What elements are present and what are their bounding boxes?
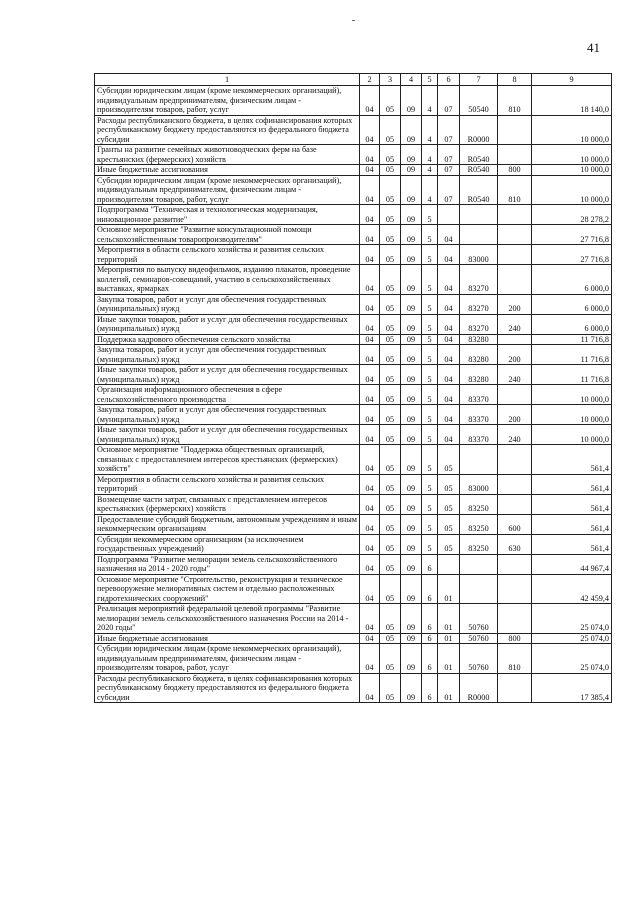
code-cell: 04: [360, 474, 380, 494]
code-cell: 810: [498, 86, 532, 116]
code-cell: 810: [498, 175, 532, 205]
code-cell: 04: [360, 365, 380, 385]
budget-table: [94, 73, 612, 703]
code-cell: 5: [422, 474, 438, 494]
code-cell: 09: [401, 405, 422, 425]
code-cell: 09: [401, 633, 422, 644]
row-name: Предоставление субсидий бюджетным, автономным учреждениям и иным некоммерческим организациям: [95, 514, 360, 534]
code-cell: 09: [401, 425, 422, 445]
amount-cell: 44 967,4: [532, 554, 612, 574]
row-name: Подпрограмма "Развитие мелиорации земель сельскохозяйственного назначения на 2014 - 2020 годы": [95, 554, 360, 574]
code-cell: 07: [438, 175, 460, 205]
code-cell: 6: [422, 644, 438, 674]
row-name: Расходы республиканского бюджета, в целях софинансирования которых республиканскому бюджету предоставляются из федерального бюджета субсидии: [95, 115, 360, 145]
amount-cell: 6 000,0: [532, 314, 612, 334]
code-cell: 5: [422, 334, 438, 345]
code-cell: 04: [438, 334, 460, 345]
code-cell: 5: [422, 294, 438, 314]
code-cell: 09: [401, 245, 422, 265]
row-name: Иные закупки товаров, работ и услуг для обеспечения государственных (муниципальных) нужд: [95, 365, 360, 385]
code-cell: 04: [438, 405, 460, 425]
table-row: [95, 425, 612, 445]
code-cell: 01: [438, 604, 460, 634]
code-cell: 04: [360, 673, 380, 703]
header-cell: 3: [380, 74, 401, 86]
code-cell: 09: [401, 385, 422, 405]
scan-speck: [352, 20, 355, 21]
code-cell: 09: [401, 175, 422, 205]
code-cell: 07: [438, 86, 460, 116]
code-cell: [460, 445, 498, 475]
row-name: Иные закупки товаров, работ и услуг для обеспечения государственных (муниципальных) нужд: [95, 314, 360, 334]
code-cell: 630: [498, 534, 532, 554]
code-cell: 6: [422, 633, 438, 644]
code-cell: 04: [438, 385, 460, 405]
code-cell: 04: [360, 574, 380, 604]
code-cell: 83250: [460, 514, 498, 534]
code-cell: 05: [380, 494, 401, 514]
code-cell: 83250: [460, 494, 498, 514]
code-cell: [498, 385, 532, 405]
code-cell: [498, 245, 532, 265]
code-cell: 83270: [460, 314, 498, 334]
code-cell: 05: [380, 644, 401, 674]
table-row: [95, 265, 612, 295]
table-row: [95, 145, 612, 165]
table-row: [95, 205, 612, 225]
header-cell: 1: [95, 74, 360, 86]
code-cell: 01: [438, 673, 460, 703]
code-cell: 05: [380, 265, 401, 295]
code-cell: 04: [360, 86, 380, 116]
code-cell: 5: [422, 385, 438, 405]
code-cell: 05: [438, 445, 460, 475]
code-cell: 83270: [460, 265, 498, 295]
code-cell: [498, 145, 532, 165]
code-cell: 09: [401, 86, 422, 116]
code-cell: 01: [438, 574, 460, 604]
code-cell: [460, 205, 498, 225]
code-cell: 04: [360, 205, 380, 225]
amount-cell: 17 385,4: [532, 673, 612, 703]
row-name: Основное мероприятие "Строительство, реконструкция и техническое перевооружение мелиоративных систем и отдельно расположенных гидротехнических сооружений": [95, 574, 360, 604]
row-name: Субсидии юридическим лицам (кроме некоммерческих организаций), индивидуальным предпринимателям, физическим лицам - производителям товаров, работ, услуг: [95, 86, 360, 116]
code-cell: 200: [498, 294, 532, 314]
code-cell: [498, 334, 532, 345]
code-cell: 6: [422, 554, 438, 574]
code-cell: 05: [380, 86, 401, 116]
amount-cell: 561,4: [532, 514, 612, 534]
code-cell: 04: [360, 554, 380, 574]
code-cell: 05: [380, 405, 401, 425]
code-cell: 04: [360, 245, 380, 265]
code-cell: 05: [380, 554, 401, 574]
code-cell: 240: [498, 425, 532, 445]
code-cell: 05: [380, 385, 401, 405]
code-cell: 5: [422, 365, 438, 385]
code-cell: 09: [401, 165, 422, 176]
code-cell: 800: [498, 165, 532, 176]
code-cell: [460, 225, 498, 245]
amount-cell: 11 716,8: [532, 334, 612, 345]
code-cell: 5: [422, 205, 438, 225]
code-cell: 04: [360, 445, 380, 475]
code-cell: 05: [380, 345, 401, 365]
code-cell: 05: [380, 115, 401, 145]
code-cell: 09: [401, 145, 422, 165]
code-cell: 05: [380, 294, 401, 314]
code-cell: 04: [438, 225, 460, 245]
code-cell: 4: [422, 165, 438, 176]
code-cell: 240: [498, 314, 532, 334]
amount-cell: 25 074,0: [532, 604, 612, 634]
code-cell: 50760: [460, 604, 498, 634]
code-cell: 04: [360, 334, 380, 345]
row-name: Субсидии юридическим лицам (кроме некоммерческих организаций), индивидуальным предпринимателям, физическим лицам - производителям товаров, работ, услуг: [95, 175, 360, 205]
header-cell: 5: [422, 74, 438, 86]
amount-cell: 27 716,8: [532, 225, 612, 245]
code-cell: 05: [380, 425, 401, 445]
code-cell: 5: [422, 445, 438, 475]
code-cell: 4: [422, 175, 438, 205]
code-cell: 83370: [460, 385, 498, 405]
code-cell: 5: [422, 534, 438, 554]
row-name: Подпрограмма "Техническая и технологическая модернизация, инновационное развитие": [95, 205, 360, 225]
amount-cell: 10 000,0: [532, 115, 612, 145]
code-cell: 83000: [460, 474, 498, 494]
table-row: [95, 604, 612, 634]
row-name: Организация информационного обеспечения в сфере сельскохозяйственного производства: [95, 385, 360, 405]
code-cell: 04: [360, 225, 380, 245]
table-row: [95, 633, 612, 644]
code-cell: [498, 604, 532, 634]
code-cell: 04: [438, 365, 460, 385]
amount-cell: 10 000,0: [532, 165, 612, 176]
row-name: Мероприятия в области сельского хозяйства и развития сельских территорий: [95, 245, 360, 265]
code-cell: 05: [438, 534, 460, 554]
code-cell: 05: [380, 225, 401, 245]
table-header-row: [95, 74, 612, 86]
row-name: Основное мероприятие "Поддержка общественных организаций, связанных с предоставлением интересов крестьянских (фермерских) хозяйств": [95, 445, 360, 475]
row-name: Расходы республиканского бюджета, в целях софинансирования которых республиканскому бюджету предоставляются из федерального бюджета субсидии: [95, 673, 360, 703]
code-cell: 09: [401, 534, 422, 554]
code-cell: 5: [422, 494, 438, 514]
row-name: Субсидии юридическим лицам (кроме некоммерческих организаций), индивидуальным предпринимателям, физическим лицам - производителям товаров, работ, услуг: [95, 644, 360, 674]
amount-cell: 18 140,0: [532, 86, 612, 116]
amount-cell: 10 000,0: [532, 385, 612, 405]
table-row: [95, 405, 612, 425]
header-cell: 7: [460, 74, 498, 86]
code-cell: 09: [401, 494, 422, 514]
row-name: Основное мероприятие "Развитие консультационной помощи сельскохозяйственным товаропроизводителям": [95, 225, 360, 245]
code-cell: 09: [401, 314, 422, 334]
table-row: [95, 644, 612, 674]
code-cell: [498, 115, 532, 145]
code-cell: [460, 574, 498, 604]
code-cell: 04: [438, 314, 460, 334]
code-cell: 04: [360, 405, 380, 425]
row-name: Субсидии некоммерческим организациям (за исключением государственных учреждений): [95, 534, 360, 554]
code-cell: R0000: [460, 115, 498, 145]
code-cell: 05: [380, 175, 401, 205]
code-cell: 04: [360, 265, 380, 295]
code-cell: 01: [438, 644, 460, 674]
code-cell: [498, 205, 532, 225]
amount-cell: 561,4: [532, 534, 612, 554]
code-cell: 200: [498, 345, 532, 365]
table-row: [95, 445, 612, 475]
table-row: [95, 385, 612, 405]
table-row: [95, 314, 612, 334]
table-row: [95, 165, 612, 176]
code-cell: 04: [360, 314, 380, 334]
code-cell: 83280: [460, 345, 498, 365]
amount-cell: 25 074,0: [532, 633, 612, 644]
amount-cell: 10 000,0: [532, 425, 612, 445]
code-cell: [498, 554, 532, 574]
code-cell: R0540: [460, 145, 498, 165]
table-row: [95, 554, 612, 574]
code-cell: 09: [401, 365, 422, 385]
code-cell: 5: [422, 425, 438, 445]
code-cell: 200: [498, 405, 532, 425]
code-cell: 4: [422, 115, 438, 145]
table-row: [95, 345, 612, 365]
code-cell: 240: [498, 365, 532, 385]
code-cell: 04: [360, 534, 380, 554]
code-cell: 05: [380, 245, 401, 265]
code-cell: [498, 265, 532, 295]
code-cell: 50760: [460, 633, 498, 644]
code-cell: 83280: [460, 365, 498, 385]
row-name: Мероприятия в области сельского хозяйства и развития сельских территорий: [95, 474, 360, 494]
code-cell: 4: [422, 86, 438, 116]
amount-cell: 561,4: [532, 494, 612, 514]
code-cell: 09: [401, 474, 422, 494]
amount-cell: 11 716,8: [532, 365, 612, 385]
code-cell: 09: [401, 514, 422, 534]
code-cell: 04: [360, 294, 380, 314]
row-name: Закупка товаров, работ и услуг для обеспечения государственных (муниципальных) нужд: [95, 405, 360, 425]
amount-cell: 10 000,0: [532, 145, 612, 165]
code-cell: 05: [438, 514, 460, 534]
row-name: Иные бюджетные ассигнования: [95, 165, 360, 176]
table-row: [95, 225, 612, 245]
code-cell: 07: [438, 115, 460, 145]
code-cell: 04: [360, 145, 380, 165]
code-cell: R0540: [460, 175, 498, 205]
code-cell: 09: [401, 225, 422, 245]
code-cell: 09: [401, 205, 422, 225]
code-cell: [498, 574, 532, 604]
table-row: [95, 474, 612, 494]
code-cell: 4: [422, 145, 438, 165]
code-cell: 05: [380, 534, 401, 554]
code-cell: 04: [360, 494, 380, 514]
code-cell: 6: [422, 673, 438, 703]
row-name: Поддержка кадрового обеспечения сельского хозяйства: [95, 334, 360, 345]
code-cell: 83280: [460, 334, 498, 345]
code-cell: 07: [438, 165, 460, 176]
code-cell: 83370: [460, 425, 498, 445]
code-cell: [438, 554, 460, 574]
amount-cell: 28 278,2: [532, 205, 612, 225]
code-cell: 04: [360, 633, 380, 644]
code-cell: 04: [360, 644, 380, 674]
code-cell: 05: [438, 494, 460, 514]
code-cell: 09: [401, 673, 422, 703]
code-cell: 5: [422, 345, 438, 365]
code-cell: 50540: [460, 86, 498, 116]
amount-cell: 25 074,0: [532, 644, 612, 674]
code-cell: 04: [360, 385, 380, 405]
header-cell: 9: [532, 74, 612, 86]
code-cell: [498, 494, 532, 514]
amount-cell: 561,4: [532, 445, 612, 475]
code-cell: 09: [401, 265, 422, 295]
code-cell: 09: [401, 574, 422, 604]
code-cell: 6: [422, 604, 438, 634]
code-cell: 800: [498, 633, 532, 644]
code-cell: [498, 445, 532, 475]
table-row: [95, 514, 612, 534]
amount-cell: 10 000,0: [532, 175, 612, 205]
table-row: [95, 245, 612, 265]
code-cell: 09: [401, 115, 422, 145]
code-cell: [438, 205, 460, 225]
code-cell: 04: [438, 294, 460, 314]
code-cell: 05: [380, 514, 401, 534]
code-cell: 04: [438, 245, 460, 265]
table-row: [95, 365, 612, 385]
code-cell: [460, 554, 498, 574]
row-name: Закупка товаров, работ и услуг для обеспечения государственных (муниципальных) нужд: [95, 345, 360, 365]
table-row: [95, 294, 612, 314]
code-cell: 05: [438, 474, 460, 494]
code-cell: 05: [380, 205, 401, 225]
code-cell: 09: [401, 644, 422, 674]
code-cell: [498, 225, 532, 245]
table-row: [95, 534, 612, 554]
code-cell: 09: [401, 345, 422, 365]
code-cell: 5: [422, 265, 438, 295]
code-cell: 09: [401, 604, 422, 634]
code-cell: 09: [401, 554, 422, 574]
table-row: [95, 86, 612, 116]
row-name: Иные бюджетные ассигнования: [95, 633, 360, 644]
code-cell: 01: [438, 633, 460, 644]
code-cell: 05: [380, 574, 401, 604]
row-name: Возмещение части затрат, связанных с представлением интересов крестьянских (фермерских) хозяйств: [95, 494, 360, 514]
table-row: [95, 494, 612, 514]
page-number: 41: [587, 40, 600, 55]
code-cell: 600: [498, 514, 532, 534]
row-name: Реализация мероприятий федеральной целевой программы "Развитие мелиорации земель сельскохозяйственного назначения России на 2014 - 2020 годы": [95, 604, 360, 634]
header-cell: 2: [360, 74, 380, 86]
code-cell: 09: [401, 334, 422, 345]
amount-cell: 42 459,4: [532, 574, 612, 604]
code-cell: 5: [422, 405, 438, 425]
code-cell: 5: [422, 225, 438, 245]
code-cell: 07: [438, 145, 460, 165]
row-name: Закупка товаров, работ и услуг для обеспечения государственных (муниципальных) нужд: [95, 294, 360, 314]
code-cell: 05: [380, 604, 401, 634]
row-name: Иные закупки товаров, работ и услуг для обеспечения государственных (муниципальных) нужд: [95, 425, 360, 445]
code-cell: 5: [422, 245, 438, 265]
code-cell: [498, 673, 532, 703]
code-cell: 04: [438, 265, 460, 295]
code-cell: 04: [360, 175, 380, 205]
code-cell: 05: [380, 165, 401, 176]
code-cell: 50760: [460, 644, 498, 674]
code-cell: 83270: [460, 294, 498, 314]
code-cell: 05: [380, 474, 401, 494]
amount-cell: 27 716,8: [532, 245, 612, 265]
header-cell: 8: [498, 74, 532, 86]
row-name: Гранты на развитие семейных животноводческих ферм на базе крестьянских (фермерских) хозяйств: [95, 145, 360, 165]
code-cell: 05: [380, 314, 401, 334]
header-cell: 4: [401, 74, 422, 86]
table-row: [95, 175, 612, 205]
code-cell: 6: [422, 574, 438, 604]
table-row: [95, 115, 612, 145]
code-cell: 04: [360, 514, 380, 534]
code-cell: 5: [422, 314, 438, 334]
code-cell: 83000: [460, 245, 498, 265]
code-cell: 05: [380, 633, 401, 644]
code-cell: 04: [360, 115, 380, 145]
code-cell: 810: [498, 644, 532, 674]
code-cell: 83370: [460, 405, 498, 425]
table-row: [95, 673, 612, 703]
code-cell: 04: [360, 425, 380, 445]
code-cell: 09: [401, 445, 422, 475]
amount-cell: 10 000,0: [532, 405, 612, 425]
code-cell: 04: [360, 604, 380, 634]
code-cell: R0000: [460, 673, 498, 703]
code-cell: 83250: [460, 534, 498, 554]
code-cell: 04: [438, 345, 460, 365]
row-name: Мероприятия по выпуску видеофильмов, изданию плакатов, проведение коллегий, семинаров-совещаний, участию в сельскохозяйственных выставках, ярмарках: [95, 265, 360, 295]
header-cell: 6: [438, 74, 460, 86]
code-cell: 05: [380, 365, 401, 385]
code-cell: [498, 474, 532, 494]
amount-cell: 561,4: [532, 474, 612, 494]
code-cell: 05: [380, 445, 401, 475]
code-cell: 05: [380, 145, 401, 165]
amount-cell: 6 000,0: [532, 265, 612, 295]
code-cell: 05: [380, 334, 401, 345]
code-cell: 04: [360, 165, 380, 176]
code-cell: 04: [360, 345, 380, 365]
code-cell: 05: [380, 673, 401, 703]
amount-cell: 11 716,8: [532, 345, 612, 365]
code-cell: 5: [422, 514, 438, 534]
code-cell: 04: [438, 425, 460, 445]
table-row: [95, 574, 612, 604]
amount-cell: 6 000,0: [532, 294, 612, 314]
code-cell: R0540: [460, 165, 498, 176]
table-row: [95, 334, 612, 345]
code-cell: 09: [401, 294, 422, 314]
